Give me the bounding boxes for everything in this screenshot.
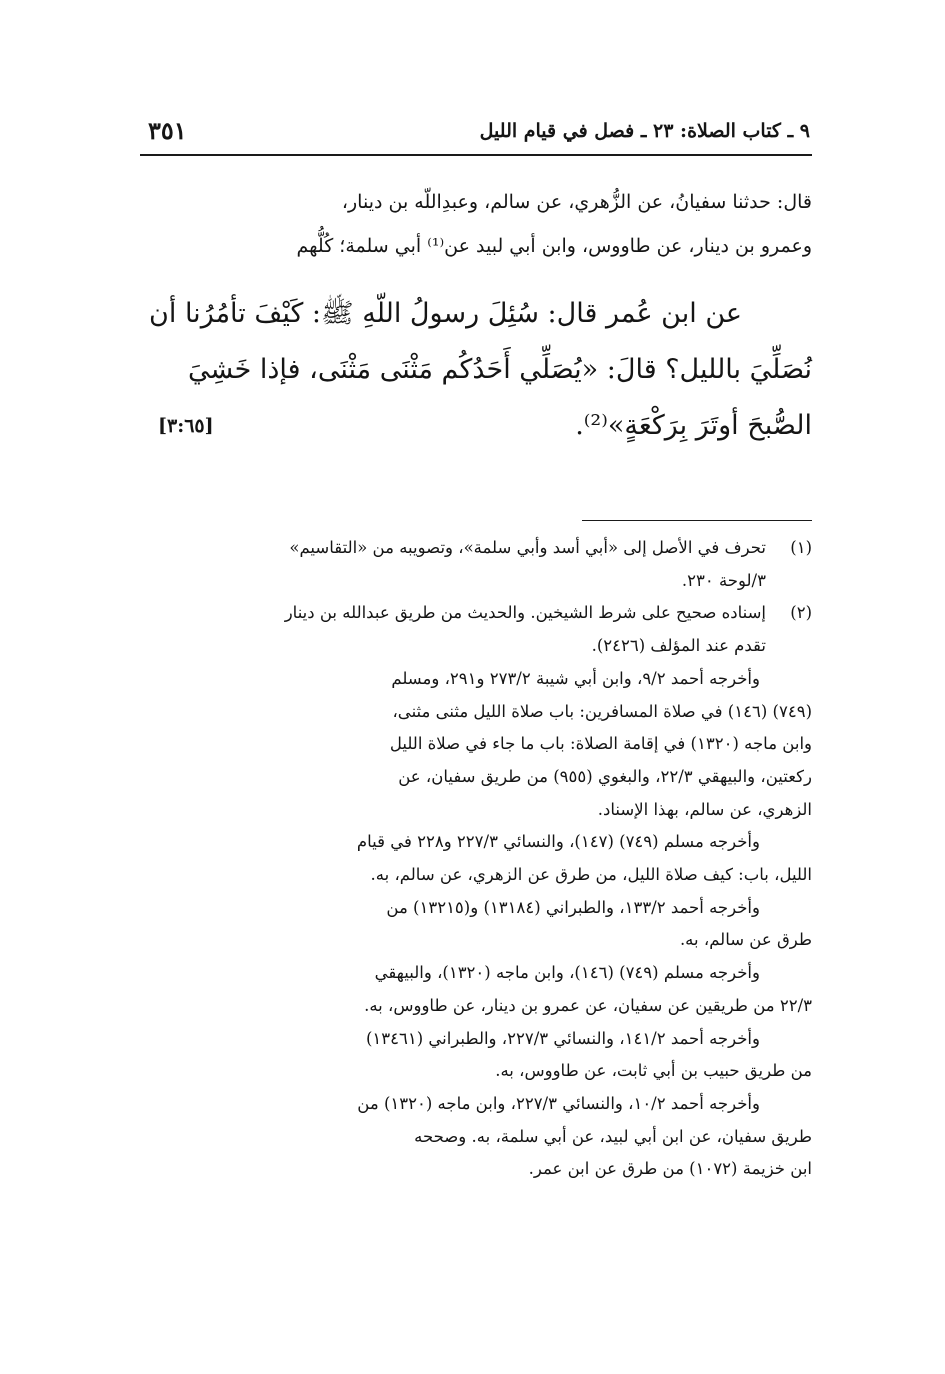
- footnote-line: تقدم عند المؤلف (٢٤٢٦).: [591, 636, 766, 656]
- page-number: ٣٥١: [148, 116, 187, 145]
- isnad-line: وعمرو بن دينار، عن طاووس، وابن أبي لبيد عن⁽¹⁾ أبي سلمة؛ كُلُّهم: [296, 235, 812, 257]
- footnotes: [140, 532, 812, 1186]
- footnote-line: وأخرجه أحمد ١٣٣/٢، والطبراني (١٣١٨٤) و(١٣٢١٥) من: [386, 897, 760, 917]
- takhrij-paragraph: [140, 826, 812, 891]
- page-header: [140, 114, 812, 156]
- footnote-line: تحرف في الأصل إلى «أبي أسد وأبي سلمة»، وتصويبه من «التقاسيم»: [289, 538, 766, 557]
- hadith-last-line: [140, 398, 812, 454]
- footnote-line: إسناده صحيح على شرط الشيخين. والحديث من طريق عبدالله بن دينار: [284, 603, 766, 623]
- isnad-text: [140, 180, 812, 268]
- takhrij-paragraph: [140, 957, 812, 1022]
- footnote-marker: (٢): [790, 603, 812, 623]
- footnote-line: وأخرجه مسلم (٧٤٩) (١٤٦)، وابن ماجه (١٣٢٠)، والبيهقي: [374, 963, 760, 983]
- hadith-line: نُصَلِّيَ بالليل؟ قالَ: «يُصَلِّي أَحَدُكُم مَثْنَى مَثْنَى، فإذا خَشِيَ: [188, 354, 812, 385]
- takhrij-paragraph: [140, 1023, 812, 1088]
- footnote-divider: [582, 520, 812, 521]
- footnote-line: وأخرجه أحمد ١٠/٢، والنسائي ٢٢٧/٣، وابن ماجه (١٣٢٠) من: [357, 1093, 760, 1113]
- isnad-line: قال: حدثنا سفيانُ، عن الزُّهري، عن سالم، وعبدِاللّه بن دينار،: [341, 191, 812, 213]
- footnote-line: من طريق حبيب بن أبي ثابت، عن طاووس، به.: [495, 1061, 812, 1081]
- footnote-line: ابن خزيمة (١٠٧٢) من طرق عن ابن عمر.: [528, 1159, 812, 1179]
- footnote-line: الزهري، عن سالم، بهذا الإسناد.: [597, 799, 812, 819]
- footnote-2: [140, 597, 812, 662]
- takhrij-paragraph: [140, 1088, 812, 1186]
- footnote-line: ركعتين، والبيهقي ٢٢/٣، والبغوي (٩٥٥) من طريق سفيان، عن: [398, 766, 812, 786]
- footnote-line: الليل، باب: كيف صلاة الليل، من طرق عن الزهري، عن سالم، به.: [370, 865, 812, 885]
- footnote-line: وأخرجه أحمد ١٤١/٢، والنسائي ٢٢٧/٣، والطبراني (١٣٤٦١): [365, 1028, 760, 1048]
- footnote-line: ٢٢/٣ من طريقين عن سفيان، عن عمرو بن دينار، عن طاووس، به.: [364, 995, 812, 1015]
- footnote-1: [140, 532, 812, 597]
- hadith-line: الصُّبحَ أوتَرَ بِرَكْعَةٍ»⁽²⁾.: [575, 410, 812, 441]
- footnote-line: (٧٤٩) (١٤٦) في صلاة المسافرين: باب صلاة الليل مثنى مثنى،: [392, 701, 812, 721]
- hadith-reference: [٣:٦٥]: [158, 415, 214, 437]
- footnote-line: وأخرجه مسلم (٧٤٩) (١٤٧)، والنسائي ٢٢٧/٣ و٢٢٨ في قيام: [356, 832, 760, 852]
- hadith-text: [140, 286, 812, 454]
- book-page: [140, 100, 812, 1320]
- footnote-line: وأخرجه أحمد ٩/٢، وابن أبي شيبة ٢٧٣/٢ و٢٩١، ومسلم: [391, 668, 760, 688]
- footnote-marker: (١): [790, 538, 812, 557]
- takhrij-paragraph: [140, 663, 812, 827]
- footnote-line: طريق سفيان، عن ابن أبي لبيد، عن أبي سلمة، به. وصححه: [414, 1126, 812, 1146]
- footnote-line: وابن ماجه (١٣٢٠) في إقامة الصلاة: باب ما جاء في صلاة الليل: [389, 734, 812, 754]
- footnote-line: طرق عن سالم، به.: [679, 930, 812, 950]
- hadith-line: عن ابن عُمر قال: سُئِلَ رسولُ اللّهِ ﷺ: كَيْفَ تأمُرُنا أن: [149, 298, 742, 329]
- takhrij-paragraph: [140, 892, 812, 957]
- running-title: ٩ ـ كتاب الصلاة: ٢٣ ـ فصل في قيام الليل: [479, 120, 810, 142]
- footnote-line: ٣/لوحة ٢٣٠.: [681, 570, 766, 590]
